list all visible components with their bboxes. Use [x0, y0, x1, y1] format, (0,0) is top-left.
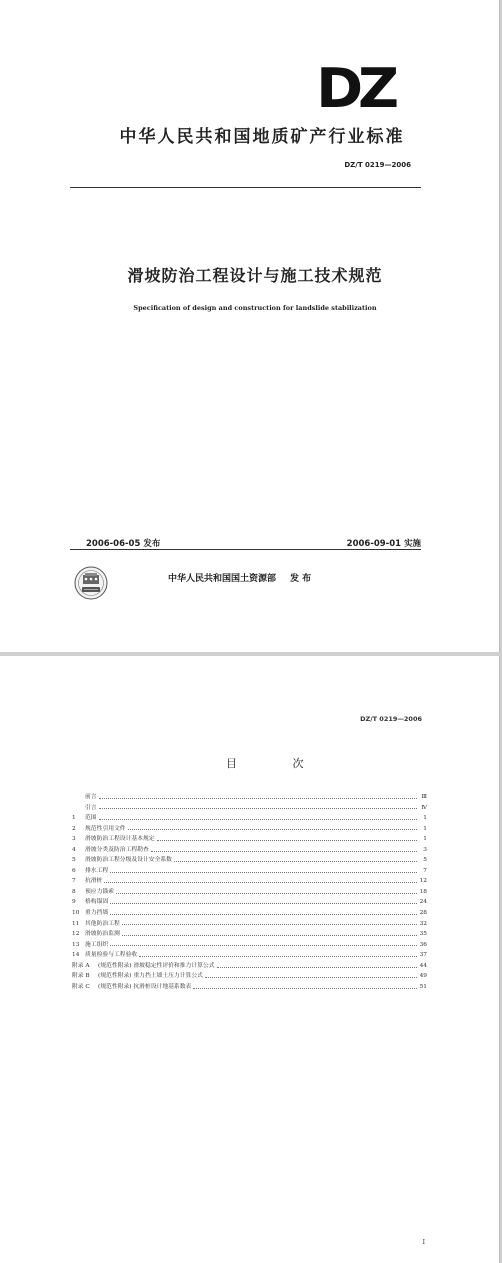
bottom-divider [70, 549, 421, 550]
toc-entry-title: 前言 [85, 794, 97, 800]
toc-dot-leader [217, 966, 417, 968]
standard-number: DZ/T 0219—2006 [344, 161, 411, 169]
toc-entry-title: 排水工程 [85, 867, 109, 874]
toc-entry-page: 51 [419, 983, 427, 990]
toc-entry [72, 802, 427, 813]
toc-entry-number: 附录 B [72, 973, 90, 980]
toc-dot-leader [157, 839, 417, 841]
toc-entry-page: 37 [419, 952, 427, 959]
toc-entry [72, 949, 427, 960]
toc-entry-page: 49 [419, 973, 427, 980]
publisher-label: 发 布 [290, 574, 312, 584]
toc-entry-page: 32 [419, 920, 427, 927]
toc-entry [72, 896, 427, 907]
toc-entry [72, 918, 427, 929]
toc-entry-title: 引言 [85, 804, 97, 811]
toc-entry-title: 质量检验与工程验收 [85, 952, 138, 959]
toc-entry-page: 12 [419, 878, 427, 885]
toc-dot-leader [99, 797, 417, 799]
toc-entry [72, 833, 427, 844]
ministry-emblem-icon [74, 566, 108, 600]
toc-entry-page: 1 [423, 836, 427, 843]
toc-entry-number: 12 [72, 931, 80, 938]
toc-entry-title: 滑坡防治工程设计基本规定 [85, 836, 155, 843]
toc-entry [72, 854, 427, 865]
toc-dot-leader [122, 934, 417, 936]
toc-dot-leader [99, 807, 417, 809]
toc-entry-number: 11 [72, 920, 80, 927]
document-title: 滑坡防治工程设计与施工技术规范 [127, 266, 383, 285]
toc-entry [72, 970, 427, 981]
toc-entry-title: 范围 [85, 815, 97, 822]
toc-entry-page: 44 [419, 962, 427, 969]
toc-entry-number: 3 [72, 836, 76, 843]
toc-entry-title: (规范性附录) 重力挡土墙土压力计算公式 [98, 973, 203, 980]
toc-dot-leader [110, 871, 417, 873]
top-divider [70, 187, 421, 188]
toc-entry-title: 滑坡防治监测 [85, 931, 120, 938]
implementation-date: 2006-09-01 实施 [346, 539, 421, 549]
toc-dot-leader [205, 976, 417, 978]
toc-entry-title: (规范性附录) 抗滑桩设计地基系数表 [98, 983, 192, 990]
toc-entry-page: 28 [419, 910, 427, 917]
toc-entry-title: 其他防治工程 [85, 920, 120, 927]
toc-entry [72, 928, 427, 939]
toc-entry-number: 8 [72, 888, 76, 895]
toc-entry-page: 18 [419, 888, 427, 895]
toc-entry [72, 907, 427, 918]
document-subtitle: Specification of design and construction for landslide stabilization [133, 304, 377, 312]
toc-dot-leader [116, 892, 417, 894]
toc-dot-leader [110, 913, 417, 915]
table-of-contents-page [0, 656, 500, 1263]
toc-entry-title: 格构锚固 [85, 899, 109, 906]
issue-date: 2006-06-05 发布 [86, 539, 161, 549]
toc-dot-leader [193, 987, 417, 989]
toc-entry [72, 875, 427, 886]
toc-entry-page: 1 [423, 825, 427, 832]
toc-list [72, 791, 427, 991]
toc-entry [72, 960, 427, 971]
toc-entry-title: 重力挡墙 [85, 910, 109, 917]
toc-dot-leader [139, 955, 417, 957]
toc-entry-page: Ⅳ [421, 804, 427, 811]
toc-entry-title: (规范性附录) 滑坡稳定性评价和推力计算公式 [98, 962, 215, 969]
toc-entry-page: 1 [423, 815, 427, 822]
standard-organization: 中华人民共和国地质矿产行业标准 [119, 127, 405, 147]
toc-dot-leader [99, 818, 417, 820]
toc-dot-leader [122, 923, 417, 925]
toc-standard-number: DZ/T 0219—2006 [360, 715, 422, 723]
toc-entry-title: 施工组织 [85, 941, 109, 948]
dz-logo: DZ [316, 57, 394, 120]
toc-entry-number: 14 [72, 952, 80, 959]
toc-entry-title: 滑坡防治工程分级及设计安全系数 [85, 857, 172, 864]
toc-entry [72, 823, 427, 834]
toc-entry-page: 5 [423, 857, 427, 864]
page-number: I [422, 1239, 425, 1246]
toc-entry-page: 7 [423, 867, 427, 874]
publisher [168, 571, 311, 584]
toc-entry-number: 6 [72, 867, 76, 874]
toc-entry [72, 812, 427, 823]
toc-heading: 目 次 [226, 757, 330, 770]
toc-entry [72, 791, 427, 802]
toc-entry [72, 865, 427, 876]
toc-entry-number: 13 [72, 941, 80, 948]
publisher-name: 中华人民共和国国土资源部 [168, 574, 277, 584]
toc-entry-page: 36 [419, 941, 427, 948]
toc-entry-number: 1 [72, 815, 76, 822]
toc-entry [72, 939, 427, 950]
toc-entry-number: 10 [72, 910, 80, 917]
toc-dot-leader [151, 850, 417, 852]
toc-entry-page: 3 [423, 846, 427, 853]
toc-entry-number: 9 [72, 899, 76, 906]
toc-dot-leader [110, 944, 417, 946]
toc-entry [72, 981, 427, 992]
toc-entry-page: 24 [419, 899, 427, 906]
toc-dot-leader [110, 902, 417, 904]
toc-dot-leader [174, 860, 417, 862]
toc-entry [72, 844, 427, 855]
toc-entry-page: Ⅲ [421, 794, 427, 800]
toc-entry-number: 附录 C [72, 983, 90, 990]
toc-entry-number: 5 [72, 857, 76, 864]
toc-entry-number: 7 [72, 878, 76, 885]
toc-entry-title: 规范性引用文件 [85, 825, 126, 832]
toc-entry-title: 抗滑桩 [85, 878, 103, 885]
toc-entry-number: 2 [72, 825, 76, 832]
toc-entry-number: 附录 A [72, 962, 90, 969]
toc-entry-title: 滑坡分类及防治工程勘查 [85, 846, 149, 853]
toc-entry-title: 预应力锚索 [85, 888, 114, 895]
toc-dot-leader [104, 881, 417, 883]
toc-entry [72, 886, 427, 897]
toc-entry-page: 35 [419, 931, 427, 938]
toc-entry-number: 4 [72, 846, 76, 853]
toc-dot-leader [128, 828, 417, 830]
